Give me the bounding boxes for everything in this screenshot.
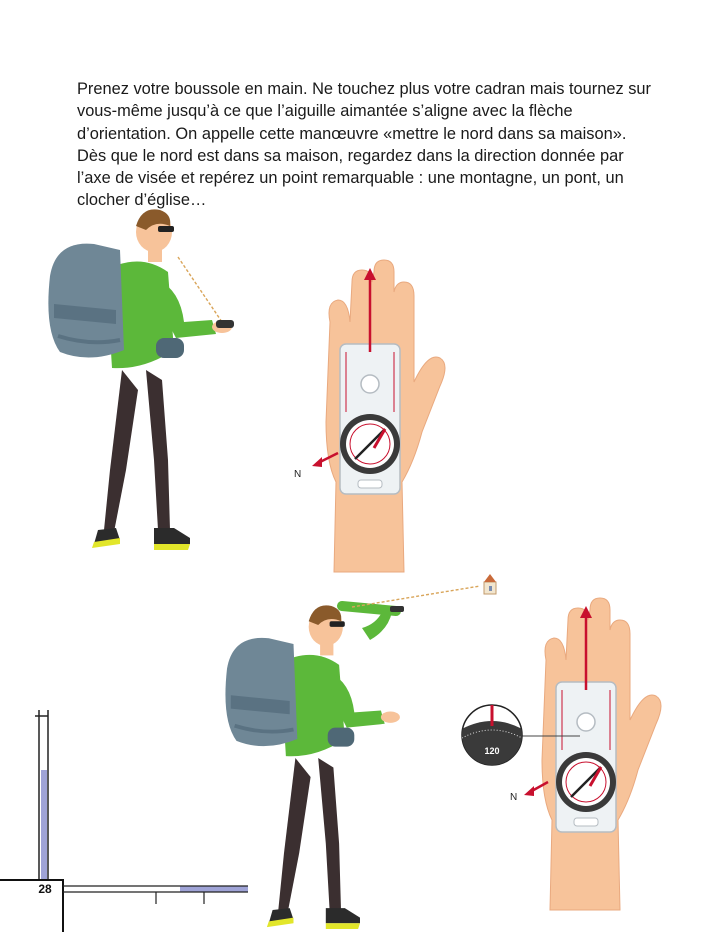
hiker-looking-at-compass — [48, 209, 232, 550]
compass-in-hand-top — [326, 260, 445, 572]
sight-line — [178, 257, 222, 322]
compass-small-icon — [216, 320, 234, 328]
north-label-top: N — [294, 469, 302, 480]
compass-in-hand-bottom — [542, 598, 661, 910]
page-number: 28 — [38, 882, 52, 896]
body-paragraph: Prenez votre boussole en main. Ne touchez plus votre cadran mais tournez sur vous-même jusqu’à ce que l’aiguille aimantée s’aligne avec la flèche d’orientation. On appelle cette manœuvre «mettre le nord dans sa maison». Dès que le nord est dans sa maison, regardez dans la direction donnée par l’axe de visée et repérez un point remarquable : une montagne, un pont, un clocher d’église… — [77, 80, 651, 210]
north-label-bottom: N — [510, 792, 518, 803]
hiker-aiming-compass — [225, 605, 399, 929]
page-corner-rules — [0, 710, 248, 932]
church-icon — [484, 574, 496, 594]
bearing-label: 120 — [484, 746, 500, 756]
